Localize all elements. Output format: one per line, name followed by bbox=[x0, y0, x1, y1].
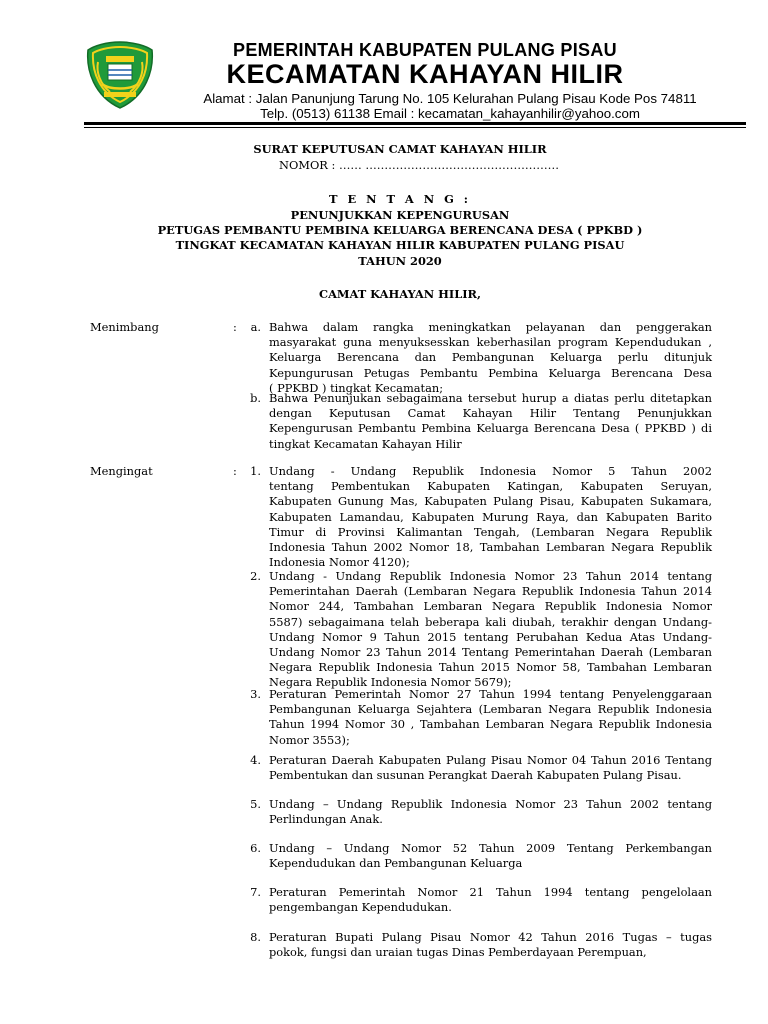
district-name: KECAMATAN KAHAYAN HILIR bbox=[226, 59, 624, 89]
clause-line: Kepengurusan Pembantu Pembina Keluarga Berencana Desa ( PPKBD ) di bbox=[269, 421, 712, 436]
clause-text bbox=[269, 320, 712, 396]
clause-line: Nomor 3553); bbox=[269, 732, 350, 747]
clause-line: masyarakat guna menyuksesskan keberhasilan program Kependudukan , bbox=[269, 335, 712, 350]
clause-text bbox=[269, 930, 712, 960]
clause-line: Kabupaten Gunung Mas, Kabupaten Pulang Pisau, Kabupaten Sukamara, bbox=[269, 494, 712, 509]
clause-line: dengan Keputusan Camat Kahayan Hilir Tentang Penunjukkan bbox=[269, 406, 712, 421]
clause-text bbox=[269, 464, 712, 570]
clause-line: Pemerintahan Daerah (Lembaran Negara Republik Indonesia Tahun 2014 bbox=[269, 584, 712, 599]
clause-line: Perlindungan Anak. bbox=[269, 812, 383, 827]
subject-line: TINGKAT KECAMATAN KAHAYAN HILIR KABUPATEN PULANG PISAU bbox=[175, 238, 625, 252]
clause-line: Peraturan Pemerintah Nomor 27 Tahun 1994 tentang Penyelenggaraan bbox=[269, 687, 712, 701]
clause-text bbox=[269, 687, 712, 748]
clause-line: Indonesia Nomor 4120); bbox=[269, 555, 410, 570]
decree-title: SURAT KEPUTUSAN CAMAT KAHAYAN HILIR bbox=[253, 142, 547, 156]
clause-line: Kepungurusan Petugas Pembantu Pembina Keluarga Berencana Desa bbox=[269, 365, 712, 380]
clause-line: Peraturan Pemerintah Nomor 21 Tahun 1994 tentang pengelolaan bbox=[269, 885, 712, 899]
mengingat-colon: : bbox=[233, 464, 237, 478]
office-address: Alamat : Jalan Panunjung Tarung No. 105 Kelurahan Pulang Pisau Kode Pos 74811 bbox=[203, 91, 697, 106]
clause-text bbox=[269, 885, 712, 915]
clause-line: Peraturan Daerah Kabupaten Pulang Pisau Nomor 04 Tahun 2016 Tentang bbox=[269, 753, 712, 767]
clause-line: Nomor 244, Tambahan Lembaran Negara Republik Indonesia Nomor bbox=[269, 599, 712, 614]
clause-line: Negara Republik Indonesia Tahun 2015 Nomor 58, Tambahan Lembaran bbox=[269, 660, 712, 675]
clause-line: Bahwa dalam rangka meningkatkan pelayanan dan penggerakan bbox=[269, 320, 712, 334]
clause-line: Kependudukan dan Pembangunan Keluarga bbox=[269, 856, 523, 871]
clause-number: 3. bbox=[250, 687, 261, 701]
clause-text bbox=[269, 841, 712, 871]
subject-line: TAHUN 2020 bbox=[358, 254, 442, 268]
clause-number: 7. bbox=[250, 885, 261, 899]
clause-line: tingkat Kecamatan Kahayan Hilir bbox=[269, 436, 462, 451]
clause-number: 4. bbox=[250, 753, 261, 767]
clause-line: Keluarga Berencana dan Pembangunan Keluarga perlu ditunjuk bbox=[269, 350, 712, 365]
clause-line: 5587) sebagaimana telah beberapa kali diubah, terakhir dengan Undang- bbox=[269, 614, 712, 629]
issuer-title: CAMAT KAHAYAN HILIR, bbox=[319, 287, 481, 301]
clause-number: 1. bbox=[250, 464, 261, 478]
clause-line: Undang – Undang Republik Indonesia Nomor 23 Tahun 2002 tentang bbox=[269, 797, 712, 811]
clause-number: 5. bbox=[250, 797, 261, 811]
clause-line: Timur di Provinsi Kalimantan Tengah, (Lembaran Negara Republik bbox=[269, 524, 712, 539]
decree-number: NOMOR : …… …………………………………………… bbox=[279, 158, 560, 172]
clause-line: Undang - Undang Republik Indonesia Nomor 23 Tahun 2014 tentang bbox=[269, 569, 712, 583]
clause-number: a. bbox=[250, 320, 261, 334]
letterhead-rule-thin bbox=[84, 127, 746, 128]
clause-line: Undang – Undang Nomor 52 Tahun 2009 Tentang Perkembangan bbox=[269, 841, 712, 855]
clause-line: Bahwa Penunjukan sebagaimana tersebut hurup a diatas perlu ditetapkan bbox=[269, 391, 712, 405]
clause-text bbox=[269, 797, 712, 827]
clause-line: pokok, fungsi dan uraian tugas Dinas Pemberdayaan Perempuan, bbox=[269, 945, 647, 960]
clause-number: 6. bbox=[250, 841, 261, 855]
clause-number: 8. bbox=[250, 930, 261, 944]
clause-line: Undang - Undang Republik Indonesia Nomor 5 Tahun 2002 bbox=[269, 464, 712, 478]
clause-line: Kabupaten Lamandau, Kabupaten Murung Raya, dan Kabupaten Barito bbox=[269, 509, 712, 524]
clause-number: b. bbox=[250, 391, 261, 405]
clause-line: Indonesia Tahun 2002 Nomor 18, Tambahan Lembaran Negara Republik bbox=[269, 540, 712, 555]
menimbang-label: Menimbang bbox=[90, 320, 159, 334]
clause-number: 2. bbox=[250, 569, 261, 583]
office-contact: Telp. (0513) 61138 Email : kecamatan_kahayanhilir@yahoo.com bbox=[260, 106, 640, 121]
clause-line: Undang Nomor 23 Tahun 2014 Tentang Pemerintahan Daerah (Lembaran bbox=[269, 645, 712, 660]
subject-heading: T E N T A N G : bbox=[329, 192, 471, 206]
clause-line: Tahun 1994 Nomor 30 , Tambahan Lembaran Negara Republik Indonesia bbox=[269, 717, 712, 732]
clause-text bbox=[269, 753, 712, 783]
clause-line: ( PPKBD ) tingkat Kecamatan; bbox=[269, 380, 444, 395]
clause-text bbox=[269, 569, 712, 691]
clause-line: Negara Republik Indonesia Nomor 5679); bbox=[269, 675, 512, 690]
clause-line: Pembentukan dan susunan Perangkat Daerah Kabupaten Pulang Pisau. bbox=[269, 768, 682, 783]
clause-line: Peraturan Bupati Pulang Pisau Nomor 42 Tahun 2016 Tugas – tugas bbox=[269, 930, 712, 944]
clause-line: Pembangunan Keluarga Sejahtera (Lembaran Negara Republik Indonesia bbox=[269, 702, 712, 717]
subject-line: PENUNJUKKAN KEPENGURUSAN bbox=[290, 208, 510, 222]
subject-line: PETUGAS PEMBANTU PEMBINA KELUARGA BERENCANA DESA ( PPKBD ) bbox=[157, 223, 643, 237]
letterhead-rule-thick bbox=[84, 122, 746, 125]
menimbang-colon: : bbox=[233, 320, 237, 334]
clause-line: pengembangan Kependudukan. bbox=[269, 900, 452, 915]
clause-text bbox=[269, 391, 712, 452]
clause-line: Undang Nomor 9 Tahun 2015 tentang Perubahan Kedua Atas Undang- bbox=[269, 629, 712, 644]
regency-emblem-logo bbox=[84, 40, 156, 110]
government-name: PEMERINTAH KABUPATEN PULANG PISAU bbox=[233, 40, 617, 60]
mengingat-label: Mengingat bbox=[90, 464, 153, 478]
clause-line: tentang Pembentukan Kabupaten Katingan, Kabupaten Seruyan, bbox=[269, 479, 712, 494]
